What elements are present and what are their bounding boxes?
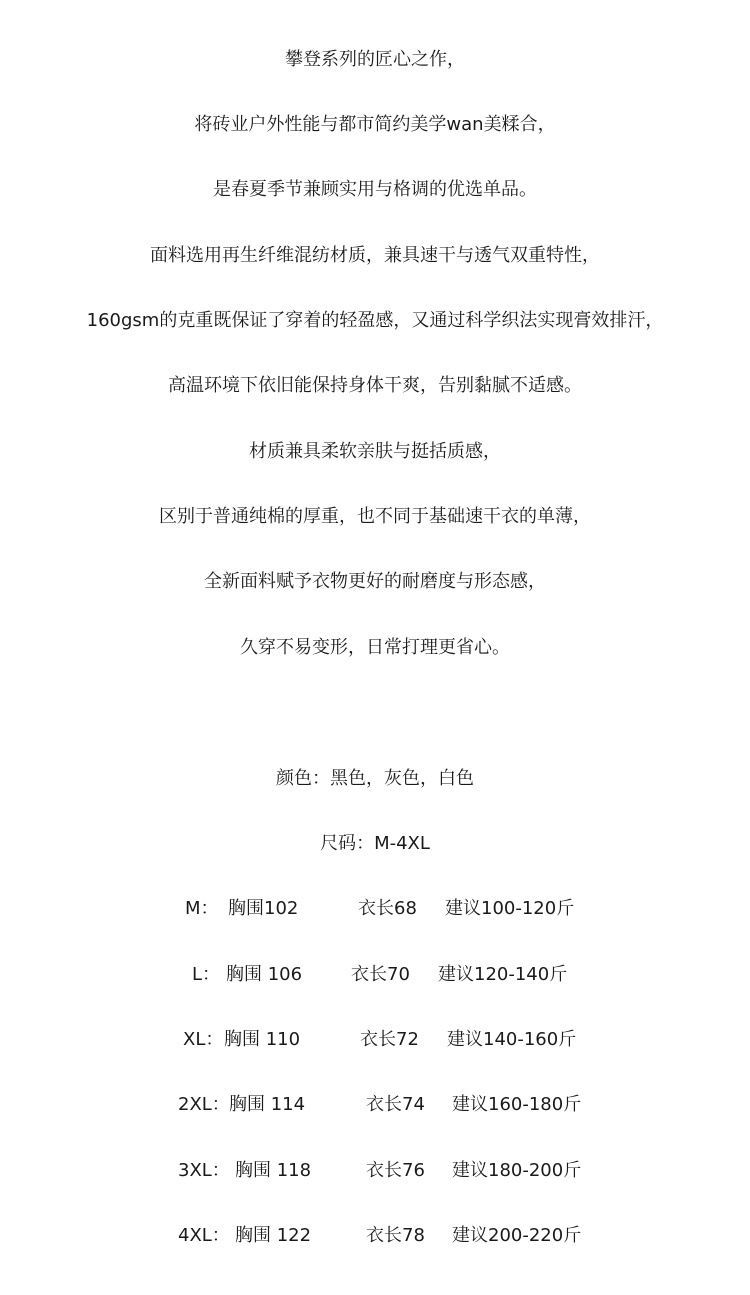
size-row-3xl: [0, 1159, 750, 1183]
size-row-l: [0, 963, 750, 987]
chest-value: 胸围 106: [226, 964, 303, 985]
chest-value: 胸围 110: [224, 1029, 301, 1050]
chest-value: 胸围 114: [229, 1094, 306, 1115]
weight-recommendation: 建议140-160斤: [447, 1029, 577, 1050]
chest-value: 胸围 122: [235, 1225, 312, 1246]
description-line-5: 160gsm的克重既保证了穿着的轻盈感，又通过科学织法实现膏效排汗，: [86, 310, 664, 331]
description-line-8: 区别于普通纯棉的厚重，也不同于基础速干衣的单薄，: [159, 506, 591, 527]
length-value: 衣长70: [351, 964, 410, 985]
length-value: 衣长72: [360, 1029, 419, 1050]
weight-recommendation: 建议100-120斤: [445, 898, 575, 919]
description-line-1: 攀登系列的匠心之作，: [285, 49, 465, 70]
size-row-2xl: [0, 1093, 750, 1117]
chest-value: 胸围102: [228, 898, 299, 919]
size-label: L：: [192, 964, 221, 985]
weight-recommendation: 建议120-140斤: [438, 964, 568, 985]
description-line-3: 是春夏季节兼顾实用与格调的优选单品。: [213, 179, 537, 200]
description-line-6: 高温环境下依旧能保持身体干爽，告别黏腻不适感。: [168, 375, 582, 396]
weight-recommendation: 建议180-200斤: [452, 1160, 582, 1181]
weight-recommendation: 建议160-180斤: [452, 1094, 582, 1115]
size-label: XL：: [183, 1029, 224, 1050]
length-value: 衣长78: [366, 1225, 425, 1246]
size-label: 2XL：: [178, 1094, 230, 1115]
description-line-9: 全新面料赋予衣物更好的耐磨度与形态感，: [204, 571, 546, 592]
description-line-10: 久穿不易变形，日常打理更省心。: [240, 637, 510, 658]
color-options: 颜色：黑色，灰色，白色: [276, 768, 474, 789]
length-value: 衣长74: [366, 1094, 425, 1115]
description-line-7: 材质兼具柔软亲肤与挺括质感，: [249, 441, 501, 462]
size-range: 尺码：M-4XL: [320, 833, 430, 854]
size-row-m: [0, 897, 750, 921]
size-row-xl: [0, 1028, 750, 1052]
size-row-4xl: [0, 1224, 750, 1248]
description-line-2: 将砖业户外性能与都市简约美学wan美糅合，: [194, 114, 556, 135]
size-label: 4XL：: [178, 1225, 230, 1246]
length-value: 衣长68: [358, 898, 417, 919]
chest-value: 胸围 118: [235, 1160, 312, 1181]
weight-recommendation: 建议200-220斤: [452, 1225, 582, 1246]
size-label: 3XL：: [178, 1160, 230, 1181]
size-label: M：: [185, 898, 219, 919]
description-line-4: 面料选用再生纤维混纺材质，兼具速干与透气双重特性，: [150, 245, 600, 266]
length-value: 衣长76: [366, 1160, 425, 1181]
